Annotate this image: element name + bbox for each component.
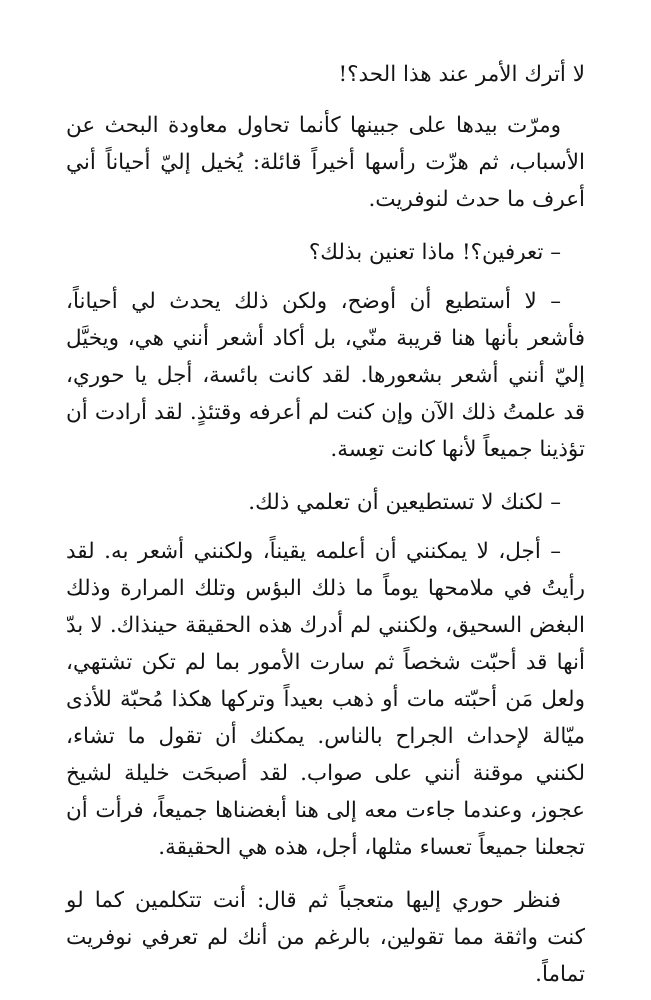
dialogue-line-3: – لكنك لا تستطيعين أن تعلمي ذلك.: [248, 490, 561, 515]
dialogue-line-2: – لا أستطيع أن أوضح، ولكن ذلك يحدث لي أحياناً، فأشعر بأنها هنا قريبة منّي، بل أكاد أشعر أنني هي، ويخيَّل إليّ أنني أشعر بشعورها. لقد كانت بائسة، أجل يا حوري، قد علمتُ ذلك الآن وإن كنت لم أعرفه وقتئذٍ. لقد أرادت أن تؤذينا جميعاً لأنها كانت تعِسة.: [66, 289, 585, 462]
dialogue-line-4: – أجل، لا يمكنني أن أعلمه يقيناً، ولكنني أشعر به. لقد رأيتُ في ملامحها يوماً ما ذلك البؤس وتلك المرارة وذلك البغض السحيق، ولكنني لم أدرك هذه الحقيقة حينذاك. لا بدّ أنها قد أحبّت شخصاً ثم سارت الأمور بما لم تكن تشتهي، ولعل مَن أحبّته مات أو ذهب بعيداً وتركها هكذا مُحبّة للأذى ميّالة لإحداث الجراح بالناس. يمكنك أن تقول ما تشاء، لكنني موقنة أنني على صواب. لقد أصبحَت خليلة لشيخ عجوز، وعندما جاءت معه إلى هنا أبغضناها جميعاً، فرأت أن تجعلنا جميعاً تعساء مثلها، أجل، هذه هي الحقيقة.: [66, 539, 585, 860]
paragraph-2: ومرّت بيدها على جبينها كأنما تحاول معاودة البحث عن الأسباب، ثم هزّت رأسها أخيراً قائلة: يُخيل إليّ أحياناً أني أعرف ما حدث لنوفريت.: [66, 113, 585, 212]
paragraph-last: فنظر حوري إليها متعجباً ثم قال: أنت تتكلمين كما لو كنت واثقة مما تقولين، بالرغم من أنك لم تعرفي نوفريت تماماً.: [66, 888, 585, 987]
dialogue-line-1: – تعرفين؟! ماذا تعنين بذلك؟: [308, 240, 561, 265]
paragraph-1: لا أترك الأمر عند هذا الحد؟!: [338, 62, 585, 87]
